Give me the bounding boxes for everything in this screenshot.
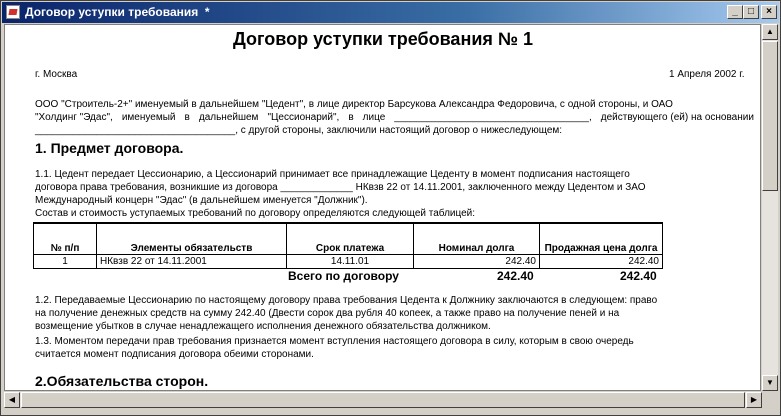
intro-word: дальнейшем: [198, 112, 259, 123]
section-2-heading: 2.Обязательства сторон.: [35, 373, 209, 389]
cell-sale-price: 242.40: [540, 254, 663, 268]
scrollbar-corner: [762, 392, 778, 408]
table-total-price: 242.40: [620, 269, 657, 283]
horizontal-scroll-thumb[interactable]: [21, 392, 745, 408]
close-button[interactable]: ×: [761, 5, 777, 19]
intro-word: лице: [362, 112, 386, 123]
intro-blank: ___________________________________,: [394, 112, 592, 123]
para-1-2-line-1: 1.2. Передаваемые Цессионарию по настоящему договору права требования Цедента к Должнику заключаются в следующем: право: [35, 295, 658, 306]
document-date: 1 Апреля 2002 г.: [669, 69, 745, 80]
scroll-left-button[interactable]: ◀: [4, 392, 20, 408]
document-city: г. Москва: [35, 69, 78, 80]
col-header-elements: Элементы обязательств: [97, 223, 287, 254]
col-header-number: № п/п: [34, 223, 97, 254]
section-1-heading: 1. Предмет договора.: [35, 140, 184, 156]
vertical-scrollbar[interactable]: [762, 24, 778, 391]
cell-element: НКвзв 22 от 14.11.2001: [97, 254, 287, 268]
table-total-label: Всего по договору: [288, 269, 399, 283]
table-header-row: [34, 223, 663, 254]
horizontal-scrollbar[interactable]: [4, 392, 762, 408]
cell-due-date: 14.11.01: [287, 254, 414, 268]
intro-word: действующего (ей) на основании: [600, 112, 754, 123]
title-bar[interactable]: [2, 2, 779, 23]
intro-line-3: ____________________________________, с другой стороны, заключили настоящий договор о нижеследующем:: [35, 125, 563, 136]
scroll-down-button[interactable]: ▼: [762, 375, 778, 391]
document-title: Договор уступки требования № 1: [233, 29, 533, 49]
cell-number: 1: [34, 254, 97, 268]
scroll-right-button[interactable]: ▶: [746, 392, 762, 408]
intro-word: в: [348, 112, 354, 123]
para-1-3-line-2: считается момент подписания договора обеими сторонами.: [35, 349, 314, 360]
intro-line-1: ООО "Строитель-2+" именуемый в дальнейшем "Цедент", в лице директор Барсукова Александра Федоровича, с одной стороны, и ОАО: [35, 99, 673, 110]
app-icon: [6, 5, 20, 19]
minimize-button[interactable]: _: [727, 5, 743, 19]
intro-word: "Цессионарий",: [267, 112, 340, 123]
para-1-1-line-4: Состав и стоимость уступаемых требований по договору определяются следующей таблицей:: [35, 208, 476, 219]
vertical-scroll-thumb[interactable]: [762, 41, 778, 191]
para-1-2-line-2: на получение денежных средств на сумму 242.40 (Двести сорок два рубля 40 копеек, а также право на получение пеней и на: [35, 308, 620, 319]
intro-word: в: [184, 112, 190, 123]
para-1-3-line-1: 1.3. Моментом передачи прав требования признается момент вступления настоящего договора в силу, которым в свою очередь: [35, 336, 634, 347]
table-row: [34, 254, 663, 268]
claims-table: [33, 222, 663, 269]
cell-nominal: 242.40: [414, 254, 540, 268]
col-header-due-date: Срок платежа: [287, 223, 414, 254]
para-1-1-line-2: договора права требования, возникшие из договора _____________ НКвзв 22 от 14.11.2001, заключенного между Цедентом и ЗАО: [35, 182, 646, 193]
intro-word: именуемый: [121, 112, 176, 123]
intro-word: "Холдинг "Эдас",: [35, 112, 113, 123]
scroll-up-button[interactable]: ▲: [762, 24, 778, 40]
document-page[interactable]: [4, 24, 761, 391]
para-1-2-line-3: возмещение убытков в случае ненадлежащего исполнения денежного обязательства должником.: [35, 321, 491, 332]
maximize-button[interactable]: □: [743, 5, 759, 19]
para-1-1-line-3: Международный концерн "Эдас" (в дальнейшем именуется "Должник").: [35, 195, 368, 206]
window-title: Договор уступки требования *: [25, 5, 210, 19]
para-1-1-line-1: 1.1. Цедент передает Цессионарию, а Цессионарий принимает все принадлежащие Цеденту в момент подписания настоящего: [35, 169, 630, 180]
col-header-nominal: Номинал долга: [414, 223, 540, 254]
table-total-nominal: 242.40: [497, 269, 534, 283]
intro-line-2: [35, 112, 754, 123]
col-header-sale-price: Продажная цена долга: [540, 223, 663, 254]
